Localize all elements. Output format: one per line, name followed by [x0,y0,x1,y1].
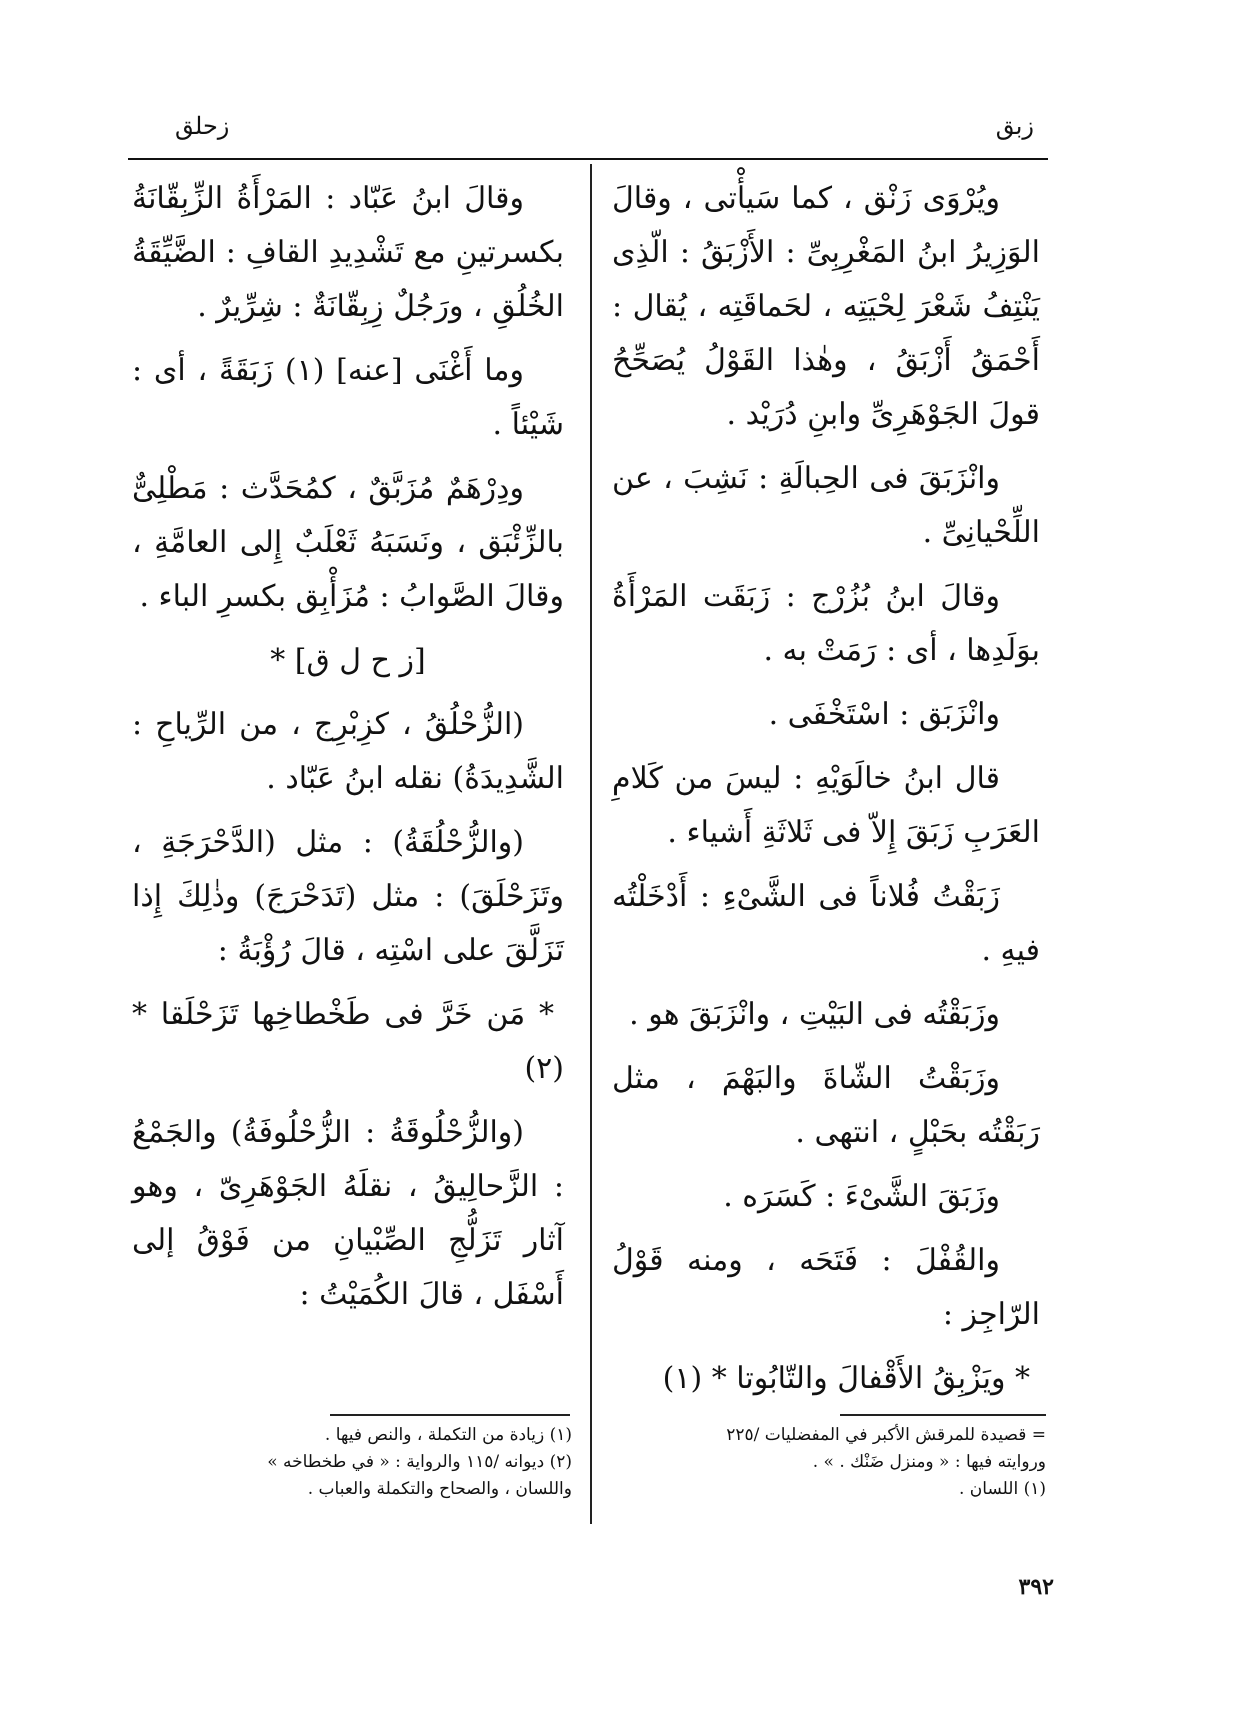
footnote-line: (١) اللسان . [959,1479,1046,1499]
left-paragraph: وما أَغْنَى [عنه] (١) زَبَقَةً ، أى : شَيْئاً . [132,353,564,442]
right-paragraph: وزَبَقَ الشَّىْءَ : كَسَرَه . [723,1179,1000,1214]
right-verse: * ويَزْبِقُ الأَقْفالَ والتّابُوتا * (١) [662,1361,1030,1396]
right-paragraph: وزَبَقْتُه فى البَيْتِ ، وانْزَبَقَ هو . [629,997,1000,1032]
right-column [612,172,1040,1416]
footnote-line: = قصيدة للمرقش الأكبر في المفضليات /٢٢٥ [726,1425,1046,1445]
right-paragraph: ويُرْوَى زَنْق ، كما سَيأْتى ، وقالَ الوَزِيرُ ابنُ المَغْرِبِىِّ : الأَزْبَقُ : الّذِى يَنْتِفُ شَعْرَ لِحْيَتِه ، لحَماقَتِه ، يُقال : أَحْمَقُ أَزْبَقُ ، وهٰذا القَوْلُ يُصَحِّحُ قولَ الجَوْهَرِىِّ وابنِ دُرَيْد . [612,181,1040,432]
entry-heading: [ز ح ل ق] * [270,643,426,678]
right-paragraph: وانْزَبَقَ فى الحِبالَةِ : نَشِبَ ، عن اللِّحْيانِىِّ . [612,461,1040,550]
left-column [132,172,564,1332]
running-head-left: زحلق [175,112,230,140]
page-number: ٣٩٢ [1018,1574,1054,1600]
left-paragraph: (والزُّحْلُوقَةُ : الزُّحْلُوفَةُ) والجَمْعُ : الزَّحالِيقُ ، نقلَهُ الجَوْهَرِىّ ، وهو آثار تَزَلُّجِ الصِّبْيانِ من فَوْقُ إلى أَسْفَل ، قالَ الكُمَيْتُ : [132,1115,564,1312]
footnote-line: (٢) ديوانه /١١٥ والرواية : « في طخطاخه » [267,1452,572,1472]
header-rule [128,158,1048,160]
footnotes-right [610,1422,1046,1503]
footnotes-left [132,1422,572,1503]
footnote-rule-right [840,1414,1046,1416]
left-paragraph: (الزُّحْلُقُ ، كزِبْرِج ، من الرِّياحِ : الشَّدِيدَةُ) نقله ابنُ عَبّاد . [132,707,564,796]
footnote-line: وروايته فيها : « ومنزل ضَنْك . » . [812,1452,1046,1472]
footnote-rule-left [330,1414,570,1416]
right-paragraph: قال ابنُ خالَوَيْهِ : ليسَ من كَلامِ العَرَبِ زَبَقَ إِلاّ فى ثَلاثَةِ أَشياء . [612,761,1040,850]
footnote-line: واللسان ، والصحاح والتكملة والعباب . [307,1479,572,1499]
left-paragraph: ودِرْهَمٌ مُزَبَّقٌ ، كمُحَدَّث : مَطْلِىٌّ بالزِّئْبَق ، ونَسَبَهُ ثَعْلَبٌ إِلى العامَّةِ ، وقالَ الصَّوابُ : مُزَأْبِق بكسرِ الباء . [132,471,564,614]
right-paragraph: وانْزَبَق : اسْتَخْفَى . [768,697,1000,732]
running-head-right: زبق [995,112,1034,140]
left-paragraph: وقالَ ابنُ عَبّاد : المَرْأَةُ الزِّبِقّانَةُ بكسرتينِ مع تَشْدِيدِ القافِ : الضَّيِّقَةُ الخُلُقِ ، ورَجُلٌ زِبِقّانَةٌ : شِرِّيرٌ . [132,181,564,324]
right-paragraph: وزَبَقْتُ الشّاةَ والبَهْمَ ، مثل رَبَقْتُه بحَبْلٍ ، انتهى . [612,1061,1040,1150]
right-paragraph: والقُفْلَ : فَتَحَه ، ومنه قَوْلُ الرّاجِز : [612,1243,1040,1332]
left-paragraph: (والزُّحْلُقَةُ) : مثل (الدَّحْرَجَةِ ، وتَزَحْلَقَ) : مثل (تَدَحْرَجَ) وذٰلِكَ إِذا تَزَلَّقَ على اسْتِه ، قالَ رُؤْبَةُ : [132,825,564,968]
column-divider [590,164,592,1524]
left-verse: * مَن خَرَّ فى طَخْطاخِها تَزَحْلَقا * (٢) [132,997,564,1086]
footnote-line: (١) زيادة من التكملة ، والنص فيها . [324,1425,572,1445]
right-paragraph: زَبَقْتُ فُلاناً فى الشَّىْءِ : أَدْخَلْتُه فيهِ . [612,879,1040,968]
right-paragraph: وقالَ ابنُ بُزُرْج : زَبَقَت المَرْأَةُ بوَلَدِها ، أى : رَمَتْ به . [612,579,1040,668]
